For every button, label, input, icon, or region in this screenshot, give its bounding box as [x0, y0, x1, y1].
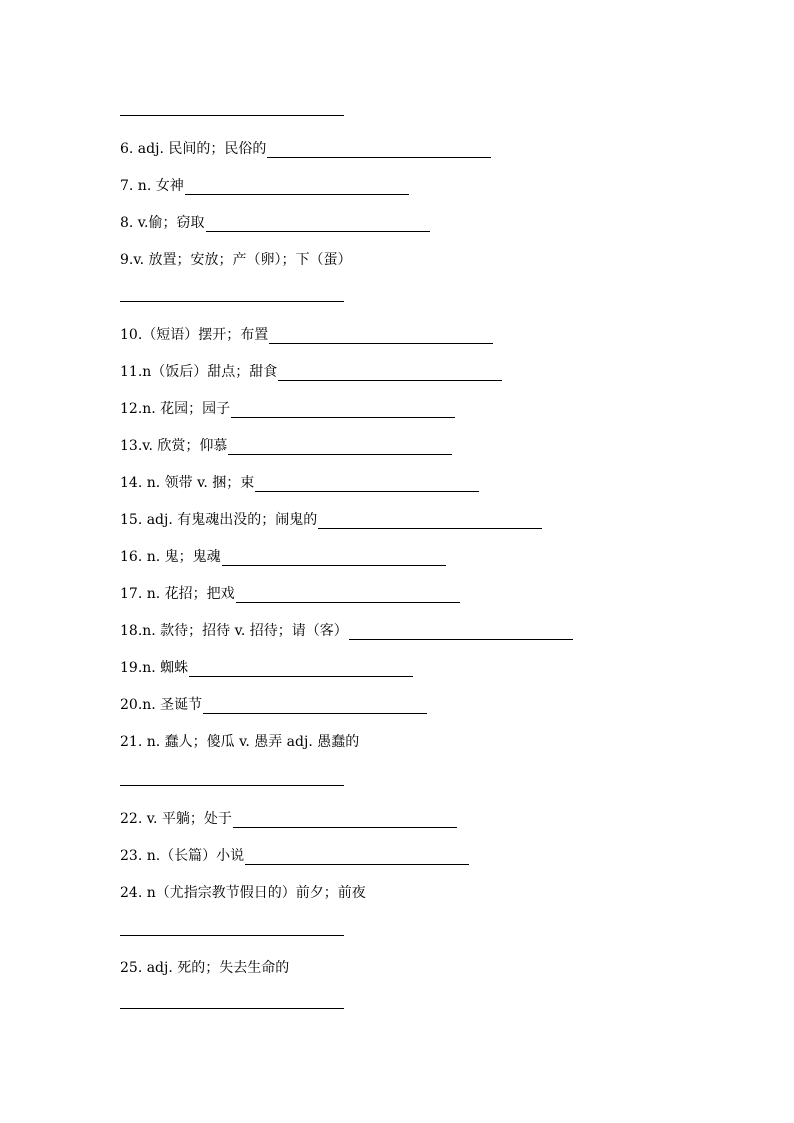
vocab-prompt: 15. adj. 有鬼魂出没的；闹鬼的: [120, 512, 318, 528]
vocab-prompt: 18.n. 款待；招待 v. 招待；请（客）: [120, 623, 348, 639]
answer-blank[interactable]: [245, 850, 469, 865]
vocab-item-23: [120, 843, 469, 865]
answer-blank[interactable]: [203, 699, 427, 714]
vocab-prompt: 16. n. 鬼；鬼魂: [120, 549, 221, 565]
answer-blank[interactable]: [318, 514, 542, 529]
answer-blank[interactable]: [231, 403, 455, 418]
vocab-prompt: 13.v. 欣赏；仰慕: [120, 438, 228, 454]
vocab-item-8: [120, 210, 430, 232]
vocab-prompt: 14. n. 领带 v. 捆；束: [120, 475, 255, 491]
answer-blank[interactable]: [269, 329, 493, 344]
vocab-prompt: 24. n（尤指宗教节假日的）前夕；前夜: [120, 885, 366, 901]
vocab-item-25: [120, 955, 289, 977]
vocab-item-11: [120, 359, 502, 381]
vocab-item-24: [120, 880, 366, 902]
vocab-item-10: [120, 322, 493, 344]
vocab-prompt: 11.n（饭后）甜点；甜食: [120, 364, 278, 380]
answer-blank[interactable]: [255, 477, 479, 492]
answer-blank[interactable]: [120, 1008, 344, 1009]
vocab-prompt: 9.v. 放置；安放；产（卵）；下（蛋）: [120, 252, 352, 268]
answer-blank[interactable]: [120, 785, 344, 786]
vocab-prompt: 23. n.（长篇）小说: [120, 848, 245, 864]
vocab-item-14: [120, 470, 479, 492]
vocab-prompt: 12.n. 花园；园子: [120, 401, 231, 417]
answer-blank[interactable]: [267, 143, 491, 158]
vocab-item-19: [120, 655, 413, 677]
vocab-prompt: 25. adj. 死的；失去生命的: [120, 960, 290, 976]
answer-blank[interactable]: [120, 301, 344, 302]
answer-blank[interactable]: [206, 217, 430, 232]
answer-blank[interactable]: [228, 440, 452, 455]
answer-blank[interactable]: [185, 180, 409, 195]
vocab-item-21: [120, 729, 359, 751]
answer-blank[interactable]: [189, 662, 413, 677]
vocab-item-7: [120, 173, 409, 195]
vocab-item-6: [120, 136, 491, 158]
vocab-item-16: [120, 544, 446, 566]
vocab-prompt: 6. adj. 民间的；民俗的: [120, 141, 267, 157]
answer-blank[interactable]: [120, 935, 344, 936]
vocab-item-12: [120, 396, 455, 418]
answer-blank[interactable]: [222, 551, 446, 566]
vocab-prompt: 10.（短语）摆开；布置: [120, 327, 269, 343]
vocab-item-17: [120, 581, 460, 603]
vocab-item-20: [120, 692, 427, 714]
vocab-item-22: [120, 806, 457, 828]
vocab-prompt: 7. n. 女神: [120, 178, 184, 194]
vocab-prompt: 8. v.偷；窃取: [120, 215, 205, 231]
answer-blank[interactable]: [278, 366, 502, 381]
answer-blank[interactable]: [349, 625, 573, 640]
answer-blank[interactable]: [120, 115, 344, 116]
answer-blank[interactable]: [236, 588, 460, 603]
vocab-item-9: [120, 247, 352, 269]
vocab-item-15: [120, 507, 542, 529]
vocab-prompt: 21. n. 蠢人；傻瓜 v. 愚弄 adj. 愚蠢的: [120, 734, 360, 750]
answer-blank[interactable]: [233, 813, 457, 828]
vocab-prompt: 17. n. 花招；把戏: [120, 586, 235, 602]
vocab-prompt: 20.n. 圣诞节: [120, 697, 203, 713]
vocab-item-18: [120, 618, 573, 640]
vocab-item-13: [120, 433, 452, 455]
vocab-prompt: 19.n. 蜘蛛: [120, 660, 189, 676]
vocab-prompt: 22. v. 平躺；处于: [120, 811, 232, 827]
